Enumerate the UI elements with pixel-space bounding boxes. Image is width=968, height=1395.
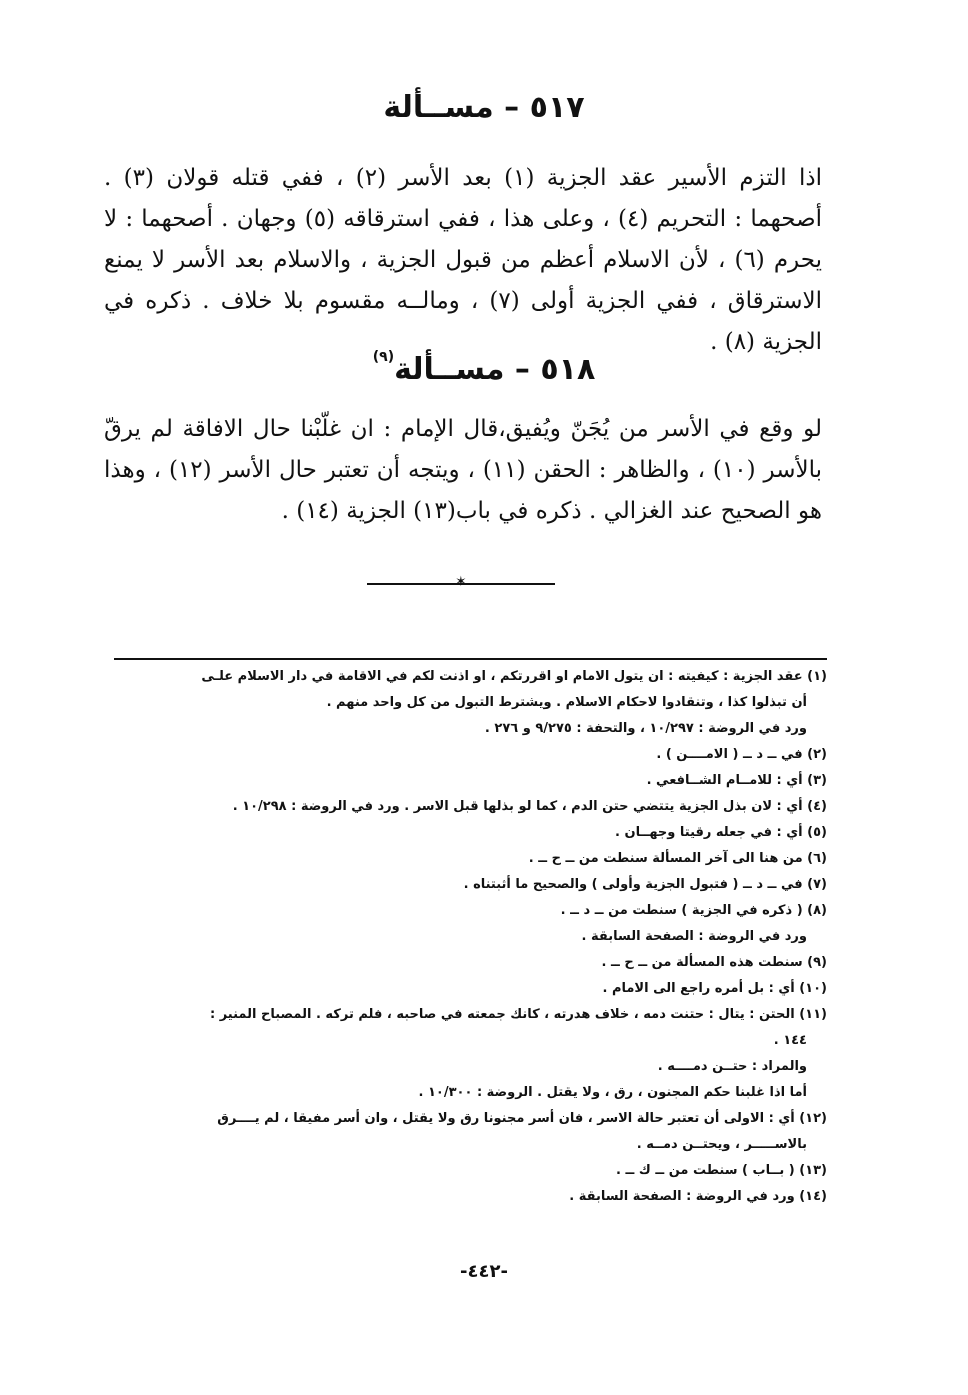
footnote-line: ورد في الروضة : ١٠/٢٩٧ ، والتحفة : ٩/٢٧٥ و ٢٧٦ . [484,721,807,736]
separator-star-icon: ✶ [455,574,467,590]
footnote-line: والمراد : حتــن دمــــه . [657,1059,807,1074]
issue-517-title [0,88,968,128]
page-number: -٤٤٢- [460,1261,508,1282]
issue-518-text: لو وقع في الأسر من يُجَنّ ويُفيق،قال الإمام : ان غلّبْنا حال الافاقة لم يرقّ بالأسر (١٠) ، والظاهر : الحقن (١١) ، ويتجه أن تعتبر حال الأسر (١٢) ، وهذا هو الصحيح عند الغزالي . ذكره في باب(١٣) الجزية (١٤) . [104,416,822,524]
issue-518-title-note: (٩) [372,349,395,365]
footnote-line: ١٤٤ . [773,1033,807,1048]
footnote-line: (١٠) أي : بل أمره راجع الى الامام . [602,981,827,996]
footnote-line: (٦) من هنا الى آخر المسألة سنطت من ــ ح ــ . [528,851,827,866]
footnote-line: (١٢) أي : الاولى أن تعتبر حالة الاسر ، فان أسر مجنونا رق ولا يقتل ، وان أسر مفيقا ، لم يــــرق [217,1111,827,1126]
footnote-rule [114,658,827,660]
footnote-line: (٩) سنطت هذه المسألة من ــ ح ــ . [601,955,827,970]
footnote-line: ورد في الروضة : الصفحة السابقة . [581,929,807,944]
footnote-line: (١١) الحتن : يتال : حتنت دمه ، خلاف هدرته ، كانك جمعته في صاحبه ، فلم تركه . المصباح المنير : [210,1007,827,1022]
issue-517-title-text: ٥١٧ – مســألة [383,90,585,125]
footnote-line: (٤) أي : لان بذل الجزية يتتضي حتن الدم ، كما لو بذلها قبل الاسر . ورد في الروضة : ١٠/٢٩٨ . [232,799,827,814]
footnote-line: (٢) في ــ د ــ ( الامــــن ) . [656,747,827,762]
footnote-line: (٥) أي : في جعله رقيتا وجهــان . [615,825,827,840]
section-separator [367,575,555,593]
issue-518-title-text: ٥١٨ – مســألة [394,352,596,387]
footnote-line: (٣) أي : للامــام الشــافعي . [646,773,827,788]
footnotes [114,664,827,1210]
footnote-line: أن تبذلوا كذا ، وتنقادوا لاحكام الاسلام . ويشترط التبول من كل واحد منهم . [326,695,807,710]
footnote-line: بالاســـــر ، ويحتــن دمــه . [636,1137,807,1152]
footnote-line: (١٤) ورد في الروضة : الصفحة السابقة . [569,1189,827,1204]
footnote-line: (١٣) ( بــاب ) سنطت من ــ ك ــ . [616,1163,827,1178]
footnote-line: أما اذا غلبنا حكم المجنون ، رق ، ولا يقتل . الروضة : ١٠/٣٠٠ . [418,1085,807,1100]
issue-518-title [0,350,968,390]
footnote-line: (١) عقد الجزية : كيفيته : ان يتول الامام او اقررتكم ، او اذنت لكم في الاقامة في دار الاسلام علـى [201,669,827,684]
footnote-line: (٨) ( ذكره في الجزية ) سنطت من ــ د ــ . [560,903,827,918]
footnote-line: (٧) في ــ د ــ ( فتبول الجزية وأولى ) والصحيح ما أثبتناه . [463,877,827,892]
issue-517-text: اذا التزم الأسير عقد الجزية (١) بعد الأسر (٢) ، ففي قتله قولان (٣) . أصحهما : التحريم (٤) ، وعلى هذا ، ففي استرقاقه (٥) وجهان . أصحهما : لا يحرم (٦) ، لأن الاسلام أعظم من قبول الجزية ، والاسلام بعد الأسر لا يمنع الاسترقاق ، ففي الجزية أولى (٧) ، ومالــه مقسوم بلا خلاف . ذكره في الجزية (٨) . [104,165,823,355]
